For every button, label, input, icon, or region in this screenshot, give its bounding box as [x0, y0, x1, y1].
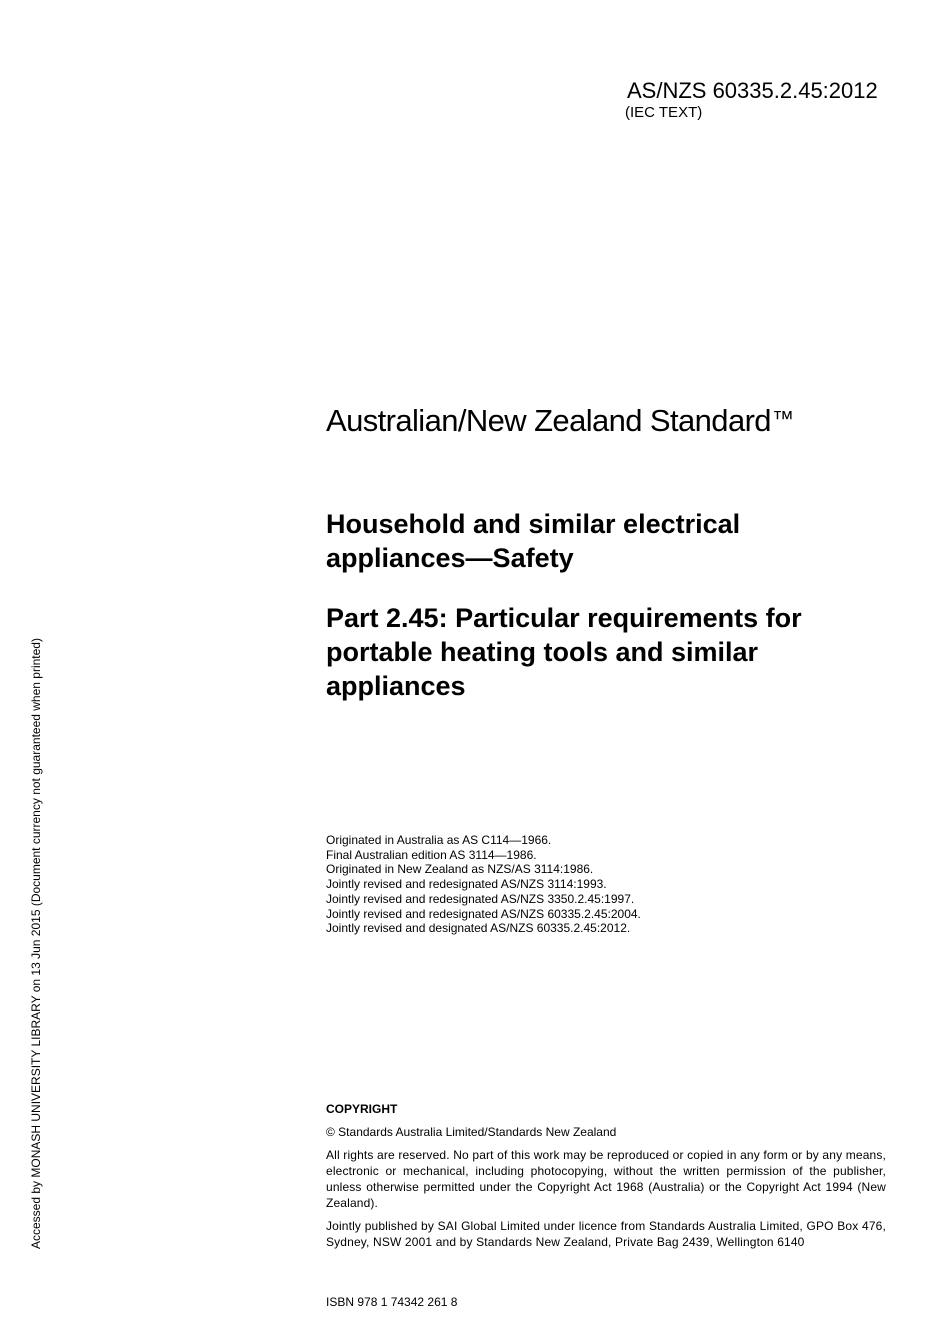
document-title: Household and similar electrical appliances—Safety [326, 509, 741, 573]
standard-type-heading [326, 401, 793, 441]
history-item: Jointly revised and redesignated AS/NZS 3350.2.45:1997. [326, 891, 635, 906]
text-source-label: (IEC TEXT) [625, 104, 703, 121]
history-item: Jointly revised and redesignated AS/NZS 60335.2.45:2004. [326, 906, 641, 921]
document-part-title: Part 2.45: Particular requirements for portable heating tools and similar appliances [326, 603, 802, 701]
copyright-owner: © Standards Australia Limited/Standards New Zealand [326, 1125, 617, 1139]
rights-statement: All rights are reserved. No part of this work may be reproduced or copied in any form or by any means, electronic or mechanical, including photocopying, without the written permission of the publisher, unless otherwise permitted under the Copyright Act 1968 (Australia) or the Copyright Act 1994 (New Zealand). [326, 1148, 886, 1210]
history-item: Jointly revised and redesignated AS/NZS 3114:1993. [326, 877, 607, 892]
access-watermark: Accessed by MONASH UNIVERSITY LIBRARY on 13 Jun 2015 (Document currency not guaranteed when printed) [29, 638, 43, 1249]
isbn: ISBN 978 1 74342 261 8 [326, 1295, 458, 1309]
history-item: Originated in Australia as AS C114—1966. [326, 833, 552, 847]
history-item: Originated in New Zealand as NZS/AS 3114:1986. [326, 862, 594, 877]
standard-number: AS/NZS 60335.2.45:2012 [627, 78, 878, 103]
publisher-statement: Jointly published by SAI Global Limited under licence from Standards Australia Limited, GPO Box 476, Sydney, NSW 2001 and by Standards New Zealand, Private Bag 2439, Wellington 6140 [326, 1219, 886, 1249]
copyright-section [326, 1101, 886, 1257]
standard-type-label: Australian/New Zealand Standard [326, 403, 771, 438]
history-item: Final Australian edition AS 3114—1986. [326, 847, 537, 862]
trademark-symbol: ™ [771, 406, 794, 431]
history-item: Jointly revised and designated AS/NZS 60335.2.45:2012. [326, 921, 631, 936]
revision-history [326, 833, 641, 936]
copyright-heading: COPYRIGHT [326, 1102, 398, 1116]
